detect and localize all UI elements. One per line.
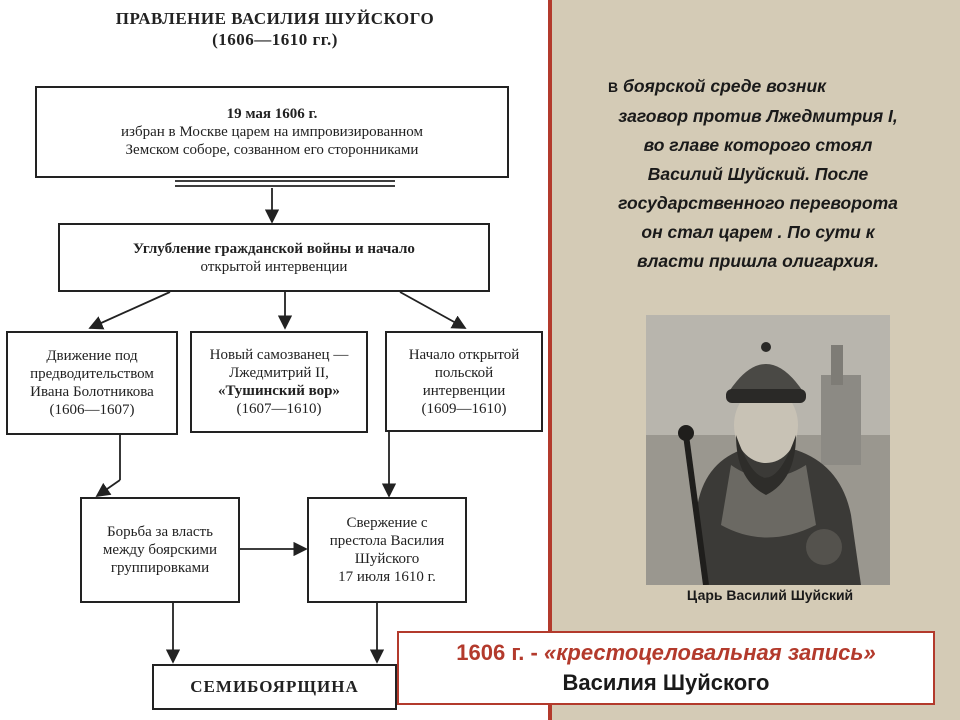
impostor-line1: Новый самозванец — — [209, 347, 349, 363]
struggle-line3: группировками — [110, 560, 210, 576]
overthrow-line3: Шуйского — [354, 551, 420, 567]
election-line1: избран в Москве царем на импровизированном — [121, 124, 423, 140]
overthrow-line4: 17 июля 1610 г. — [338, 569, 436, 585]
portrait-caption: Царь Василий Шуйский — [686, 587, 854, 603]
impostor-line2: Лжедмитрий II, — [229, 365, 329, 381]
overthrow-line2: престола Василия — [329, 533, 445, 549]
civil-war-line1: Углубление гражданской войны и начало — [133, 240, 415, 257]
intro-line6: он стал царем . По сути к — [641, 222, 875, 242]
polish-line3: интервенции — [422, 382, 506, 399]
box-overthrow — [307, 497, 467, 603]
intro-line7: власти пришла олигархия. — [636, 251, 880, 271]
box-polish — [385, 331, 543, 432]
intro-lead — [568, 72, 948, 102]
box-election — [35, 86, 509, 178]
note-line1 — [399, 638, 933, 668]
impostor-line4: (1607—1610) — [236, 401, 322, 417]
struggle-line2: между боярскими — [102, 542, 218, 558]
election-line2: Земском соборе, созванном его сторонниками — [125, 142, 419, 158]
polish-line2: польской — [434, 364, 494, 381]
box-bolotnikov — [6, 331, 178, 435]
box-impostor — [190, 331, 368, 433]
seven-boyars-label: СЕМИБОЯРЩИНА — [190, 677, 359, 696]
struggle-line1: Борьба за власть — [107, 524, 213, 540]
election-date: 19 мая 1606 г. — [226, 106, 318, 122]
civil-war-line2: открытой интервенции — [200, 258, 348, 275]
polish-line4: (1609—1610) — [421, 400, 507, 417]
bolotnikov-line2: предводительством — [30, 366, 154, 382]
bolotnikov-line1: Движение под — [46, 348, 138, 364]
portrait-illustration — [646, 315, 890, 585]
box-seven-boyars — [152, 664, 397, 710]
note-quote: «крестоцеловальная запись» — [544, 640, 876, 665]
overthrow-line1: Свержение с — [346, 515, 428, 531]
diagram-title-line2: (1606—1610 гг.) — [212, 30, 338, 49]
intro-line1: боярской среде возник — [623, 76, 827, 96]
intro-text — [568, 72, 948, 276]
intro-line2: заговор против Лжедмитрия I, — [618, 106, 898, 126]
diagram-title-line1: ПРАВЛЕНИЕ ВАСИЛИЯ ШУЙСКОГО — [115, 9, 435, 28]
bolotnikov-line4: (1606—1607) — [49, 402, 135, 418]
note-box — [397, 631, 935, 705]
tsar-portrait — [646, 315, 890, 585]
impostor-line3: «Тушинский вор» — [218, 383, 340, 399]
bolotnikov-line3: Ивана Болотникова — [30, 384, 154, 400]
intro-prefix: В — [608, 79, 619, 95]
intro-line5: государственного переворота — [618, 193, 898, 213]
box-civil-war — [58, 223, 490, 292]
intro-line4: Василий Шуйский. После — [647, 164, 869, 184]
box-struggle — [80, 497, 240, 603]
note-line2: Василия Шуйского — [562, 670, 770, 695]
intro-line3: во главе которого стоял — [643, 135, 873, 155]
note-year: 1606 г. - — [456, 640, 538, 665]
polish-line1: Начало открытой — [408, 346, 520, 363]
